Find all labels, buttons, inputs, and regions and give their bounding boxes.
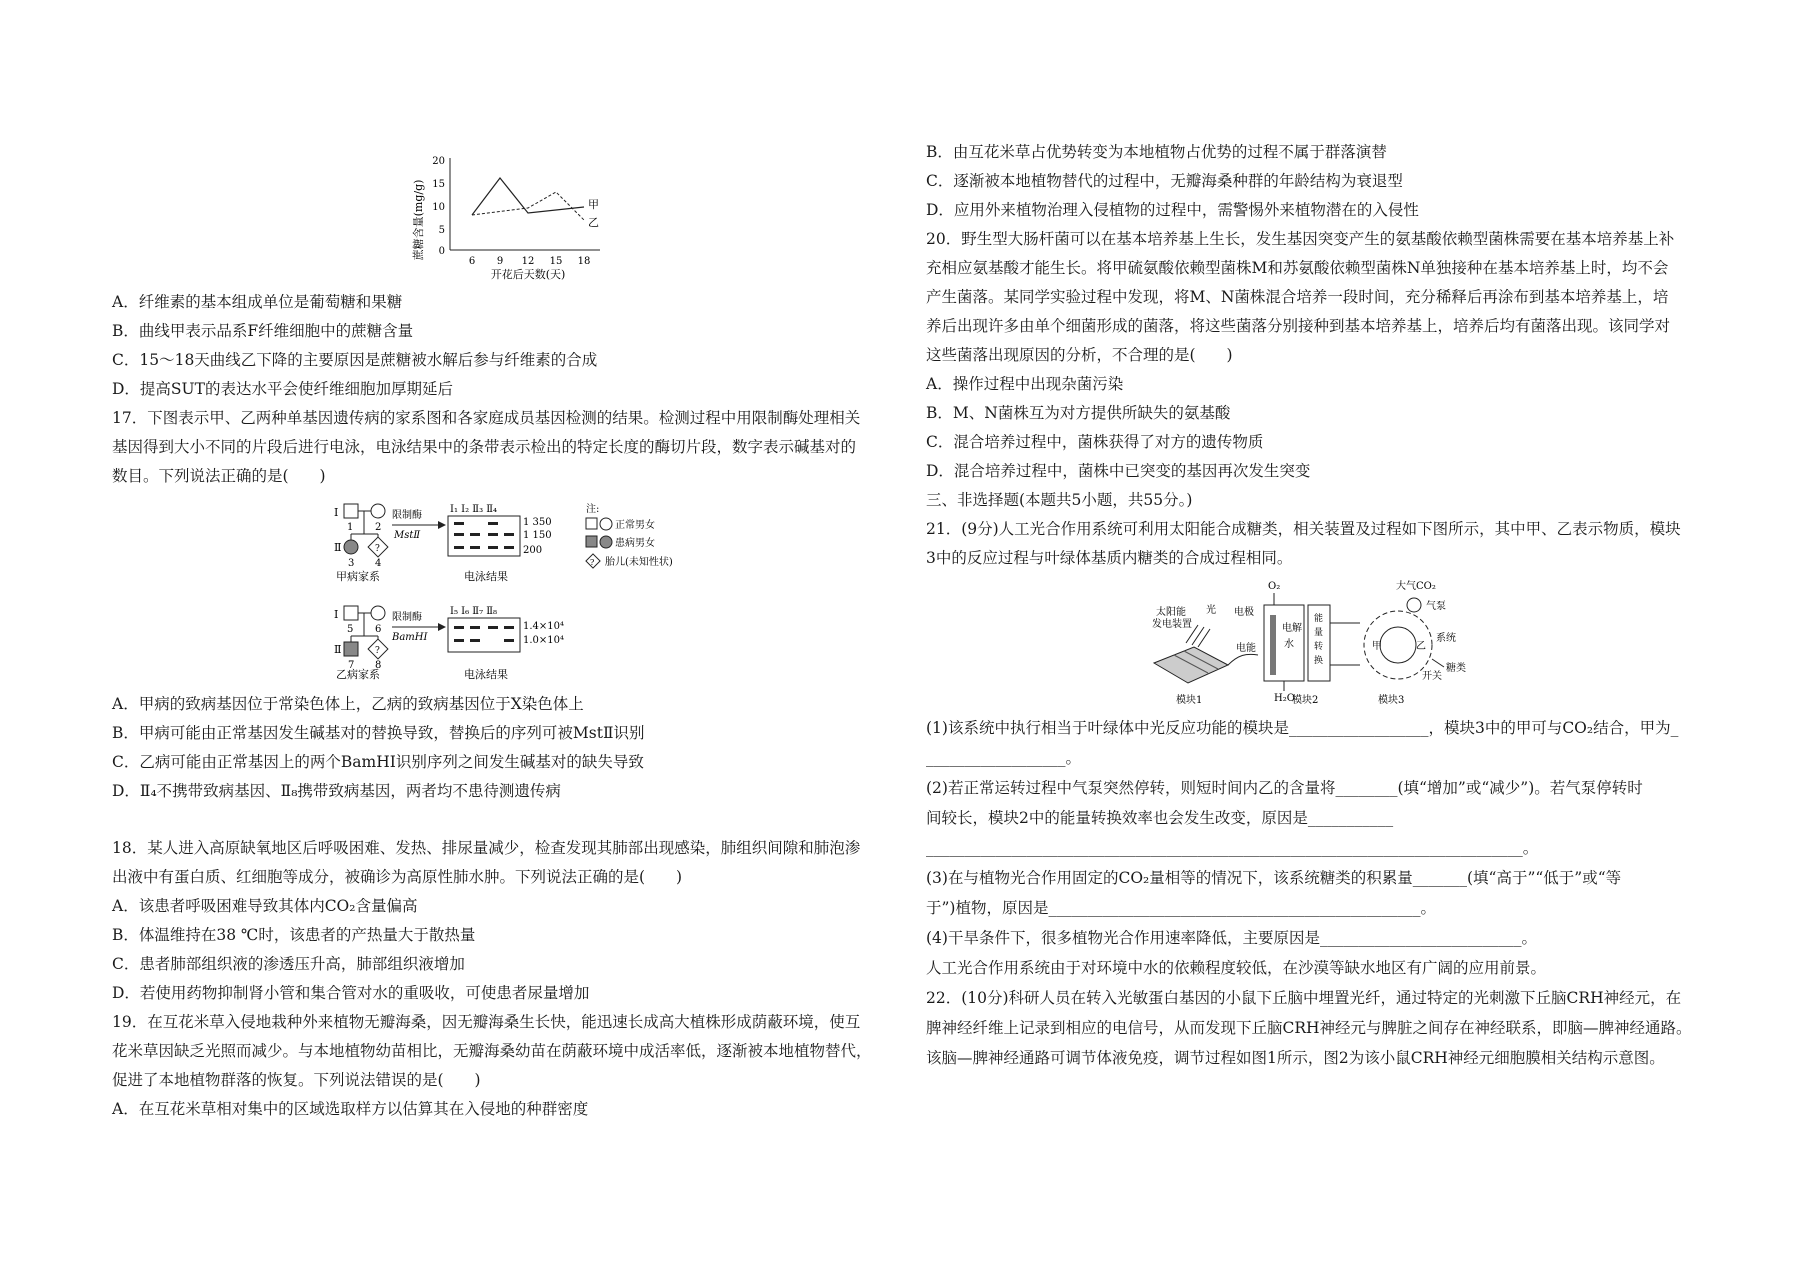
enzyme1-top: 限制酶 [392,510,422,521]
q18-stem-line-2: 出液中有蛋白质、红细胞等成分，被确诊为高原性肺水肿。下列说法正确的是( ) [112,868,683,886]
ytick-5: 5 [438,225,445,236]
male-5 [344,606,358,620]
enzyme1-name: MstⅡ [394,530,421,541]
q18-option-a: A．该患者呼吸困难导致其体内CO₂含量偏高 [112,897,418,915]
family1-label: 甲病家系 [336,570,380,583]
gel2 [448,618,520,652]
q17-option-d: D．Ⅱ₄不携带致病基因、Ⅱ₈携带致病基因，两者均不患待测遗传病 [112,782,561,800]
curve-solid [472,178,584,215]
ytick-20: 20 [432,156,445,167]
legend-normal: 正常男女 [615,520,655,531]
q21-part-2b: 间较长，模块2中的能量转换效率也会发生改变，原因是___________ [926,809,1394,827]
q20-stem-line-1: 20．野生型大肠杆菌可以在基本培养基上生长，发生基因突变产生的氨基酸依赖型菌株需要在基本培养基上补 [926,230,1675,248]
q21-part-4: (4)干旱条件下，很多植物光合作用速率降低，主要原因是__________________________。 [926,929,1537,947]
yi-label: 乙 [1416,641,1426,652]
q16-option-d: D．提高SUT的表达水平会使纤维细胞加厚期延后 [112,380,453,398]
q17-stem-line-3: 数目。下列说法正确的是( ) [112,467,326,485]
ytick-15: 15 [432,179,445,190]
n5: 5 [347,624,354,635]
q22-stem-line-1: 22．(10分)科研人员在转入光敏蛋白基因的小鼠下丘脑中埋置光纤，通过特定的光刺激下丘脑CRH神经元，在 [926,989,1682,1007]
graph-xlabel: 开花后天数(天) [490,268,566,281]
legend-sick-female [600,536,612,548]
q18-option-d: D．若使用药物抑制肾小管和集合管对水的重吸收，可使患者尿量增加 [112,984,590,1002]
q19-stem-line-1: 19．在互花米草入侵地栽种外来植物无瓣海桑，因无瓣海桑生长快，能迅速长成高大植株形成荫蔽环境，使互 [112,1013,861,1031]
series-yi-label: 乙 [588,216,599,229]
q21-stem-line-2: 3中的反应过程与叶绿体基质内糖类的合成过程相同。 [926,549,1293,567]
sick-male-7 [344,642,358,656]
size1c: 200 [523,545,543,556]
lanes2: Ⅰ₅ Ⅰ₆ Ⅱ₇ Ⅱ₈ [450,606,498,617]
gel-label-2: 电泳结果 [464,668,508,680]
q20-stem-line-3: 产生菌落。某同学实验过程中发现，将M、N菌株混合培养一段时间，充分稀释后再涂布到基本培养基上，培 [926,288,1669,306]
switch-label: 开关 [1422,671,1442,682]
water-label: 水 [1284,639,1294,650]
q17-pedigree-figure [330,498,790,680]
solar-label-2: 发电装置 [1152,619,1192,630]
q21-apparatus-figure [1146,575,1506,707]
size2b: 1.0×10⁴ [523,635,565,646]
male-1 [344,504,358,518]
n4: 4 [375,558,382,569]
q19-option-c: C．逐渐被本地植物替代的过程中，无瓣海桑种群的年龄结构为衰退型 [926,172,1403,190]
n1: 1 [347,522,354,533]
conv-label-1: 量 [1314,628,1324,638]
q20-option-d: D．混合培养过程中，菌株中已突变的基因再次发生突变 [926,462,1311,480]
q20-option-c: C．混合培养过程中，菌株获得了对方的遗传物质 [926,433,1264,451]
system-label: 系统 [1436,633,1456,644]
q18-option-b: B．体温维持在38 ℃时，该患者的产热量大于散热量 [112,926,476,944]
gen2-label-2: Ⅱ [334,643,342,656]
module1-label: 模块1 [1176,695,1203,706]
module3-label: 模块3 [1378,695,1405,706]
q20-option-a: A．操作过程中出现杂菌污染 [926,375,1124,393]
energy-label: 能 [1314,614,1324,624]
q21-part-3b: 于”)植物，原因是________________________________________________。 [926,899,1436,917]
xtick-12: 12 [521,256,535,267]
conv-label-3: 换 [1314,656,1324,666]
curve-dashed [472,192,584,220]
graph-ylabel: 蔗糖含量(mg/g) [412,179,425,261]
q17-stem-line-2: 基因得到大小不同的片段后进行电泳，电泳结果中的条带表示检出的特定长度的酶切片段，数字表示碱基对的 [112,438,857,456]
co2-air-label: 大气CO₂ [1396,581,1436,592]
q18-stem-line-1: 18．某人进入高原缺氧地区后呼吸困难、发热、排尿量减少，检查发现其肺部出现感染，肺组织间隙和肺泡渗 [112,839,861,857]
section-3-heading: 三、非选择题(本题共5小题，共55分。) [926,491,1193,509]
enzyme2-top: 限制酶 [392,612,422,623]
q16-sucrose-graph [410,150,730,285]
series-jia-label: 甲 [588,198,599,211]
enzyme2-name: BamHⅠ [392,632,428,643]
size2a: 1.4×10⁴ [523,621,565,632]
xtick-9: 9 [496,256,504,267]
q22-stem-line-3: 该脑—脾神经通路可调节体液免疫，调节过程如图1所示，图2为该小鼠CRH神经元细胞膜相关结构示意图。 [926,1049,1665,1067]
q21-part-1a: (1)该系统中执行相当于叶绿体中光反应功能的模块是__________________，模块3中的甲可与CO₂结合，甲为_ [926,719,1679,737]
n3: 3 [348,558,355,569]
xtick-15: 15 [549,256,563,267]
q19-option-d: D．应用外来植物治理入侵植物的过程中，需警惕外来植物潜在的入侵性 [926,201,1419,219]
electrolysis-label: 电解 [1282,623,1302,634]
q21-part-2a: (2)若正常运转过程中气泵突然停转，则短时间内乙的含量将________(填“增加”或“减少”)。若气泵停转时 [926,779,1643,797]
legend-normal-female [600,518,612,530]
gel-label-1: 电泳结果 [464,570,508,583]
lanes1: Ⅰ₁ Ⅰ₂ Ⅱ₃ Ⅱ₄ [450,504,498,515]
solar-label: 太阳能 [1156,607,1186,618]
legend-fetus-mark: ? [590,558,595,567]
n7: 7 [348,660,355,671]
gen2-label: Ⅱ [334,541,342,554]
n6: 6 [375,624,382,635]
module2-label: 模块2 [1292,695,1319,706]
q17-stem-line-1: 17．下图表示甲、乙两种单基因遗传病的家系图和各家庭成员基因检测的结果。检测过程中用限制酶处理相关 [112,409,861,427]
legend-sick: 患病男女 [615,538,655,549]
q17-option-b: B．甲病可能由正常基因发生碱基对的替换导致，替换后的序列可被MstⅡ识别 [112,724,645,742]
q19-stem-line-3: 促进了本地植物群落的恢复。下列说法错误的是( ) [112,1071,481,1089]
q21-part-2c: _____________________________________________________________________________。 [926,839,1539,857]
electric-label: 电能 [1236,643,1256,654]
q21-part-3a: (3)在与植物光合作用固定的CO₂量相等的情况下，该系统糖类的积累量_______(填“高于”“低于”或“等 [926,869,1622,887]
q20-stem-line-2: 充相应氨基酸才能生长。将甲硫氨酸依赖型菌株M和苏氨酸依赖型菌株N单独接种在基本培养基上时，均不会 [926,259,1669,277]
family2-label: 乙病家系 [336,668,380,680]
legend-sick-male [586,536,597,547]
o2-label: O₂ [1268,581,1281,592]
fetus-mark-4: ? [375,544,380,554]
jia-label: 甲 [1372,641,1382,652]
female-6 [371,606,385,620]
ytick-10: 10 [432,202,445,213]
ytick-0: 0 [438,246,445,257]
q19-option-a: A．在互花米草相对集中的区域选取样方以估算其在入侵地的种群密度 [112,1100,589,1118]
fetus-mark-8: ? [375,646,380,656]
sick-female-3 [344,540,358,554]
q19-stem-line-2: 花米草因缺乏光照而减少。与本地植物幼苗相比，无瓣海桑幼苗在荫蔽环境中成活率低，逐渐被本地植物替代， [112,1042,872,1060]
q16-option-a: A．纤维素的基本组成单位是葡萄糖和果糖 [112,293,403,311]
h2o-label: H₂O [1274,693,1295,704]
conv-label-2: 转 [1314,642,1324,652]
sugar-label: 糖类 [1446,663,1466,674]
legend-note: 注: [586,504,600,515]
q20-stem-line-5: 这些菌落出现原因的分析，不合理的是( ) [926,346,1233,364]
q22-stem-line-2: 脾神经纤维上记录到相应的电信号，从而发现下丘脑CRH神经元与脾脏之间存在神经联系，即脑—脾神经通路。 [926,1019,1692,1037]
xtick-6: 6 [468,256,476,267]
gen1-label: Ⅰ [334,506,339,519]
pump-label: 气泵 [1426,601,1446,612]
q16-option-b: B．曲线甲表示品系F纤维细胞中的蔗糖含量 [112,322,414,340]
q21-note: 人工光合作用系统由于对环境中水的依赖程度较低，在沙漠等缺水地区有广阔的应用前景。 [926,959,1547,977]
gen1-label-2: Ⅰ [334,608,339,621]
light-label: 光 [1206,605,1216,616]
n8: 8 [375,660,382,671]
q20-option-b: B．M、N菌株互为对方提供所缺失的氨基酸 [926,404,1231,422]
pump [1407,598,1421,612]
q21-part-1b: __________________。 [926,749,1082,767]
q18-option-c: C．患者肺部组织液的渗透压升高，肺部组织液增加 [112,955,465,973]
q21-stem-line-1: 21．(9分)人工光合作用系统可利用太阳能合成糖类，相关装置及过程如下图所示，其中甲、乙表示物质，模块 [926,520,1681,538]
q17-option-a: A．甲病的致病基因位于常染色体上，乙病的致病基因位于X染色体上 [112,695,584,713]
q20-stem-line-4: 养后出现许多由单个细菌形成的菌落，将这些菌落分别接种到基本培养基上，培养后均有菌落出现。该同学对 [926,317,1671,335]
xtick-18: 18 [577,256,591,267]
female-2 [371,504,385,518]
legend-fetus: 胎儿(未知性状) [605,557,673,568]
n2: 2 [375,522,382,533]
electrode-label: 电极 [1234,607,1254,618]
size1a: 1 350 [523,517,552,528]
size1b: 1 150 [523,530,552,541]
q19-option-b: B．由互花米草占优势转变为本地植物占优势的过程不属于群落演替 [926,143,1387,161]
legend-normal-male [586,518,597,529]
q17-option-c: C．乙病可能由正常基因上的两个BamHⅠ识别序列之间发生碱基对的缺失导致 [112,753,644,771]
solar-panel [1154,647,1228,683]
q16-option-c: C．15～18天曲线乙下降的主要原因是蔗糖被水解后参与纤维素的合成 [112,351,598,369]
